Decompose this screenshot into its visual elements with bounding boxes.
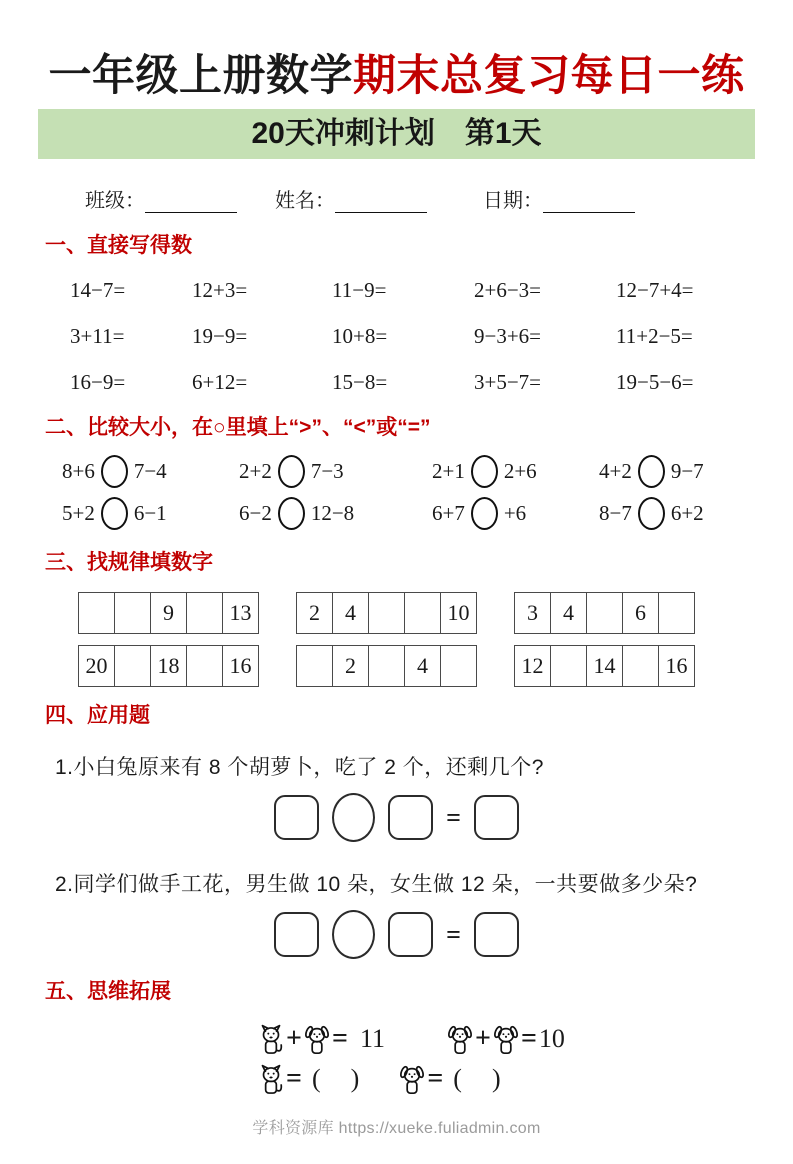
comparison-right: 7−3 <box>310 459 344 483</box>
pattern-table <box>296 645 477 687</box>
comparison-item <box>62 497 239 530</box>
pattern-table <box>78 645 259 687</box>
pattern-cell: 2 <box>333 646 369 687</box>
comparison-right: 12−8 <box>310 501 355 525</box>
answer-paren: ) <box>350 1064 360 1093</box>
section-1-problems <box>70 278 793 395</box>
cat-icon <box>258 1064 284 1095</box>
comparison-right: +6 <box>503 501 527 525</box>
math-problem: 16−9= <box>70 370 126 394</box>
comparison-item <box>432 497 599 530</box>
pattern-cell: 18 <box>151 646 187 687</box>
answer-paren: ( <box>311 1064 321 1093</box>
equals-sign: = <box>446 919 461 949</box>
pattern-cell[interactable] <box>659 593 695 634</box>
name-label: 姓名： <box>275 190 335 212</box>
math-problem: 6+12= <box>192 370 248 394</box>
math-problem: 3+5−7= <box>474 370 542 394</box>
pattern-cell: 3 <box>515 593 551 634</box>
animal-equation-2 <box>447 1023 565 1055</box>
comparison-circle[interactable] <box>101 455 128 488</box>
comparison-circle[interactable] <box>638 455 665 488</box>
comparison-left: 5+2 <box>62 501 95 525</box>
pattern-cell[interactable] <box>187 646 223 687</box>
section-4-heading: 四、应用题 <box>45 704 150 727</box>
animal-equations-row <box>258 1023 793 1055</box>
pattern-cell[interactable] <box>115 593 151 634</box>
pattern-cell: 10 <box>441 593 477 634</box>
pattern-tables-row-2 <box>78 645 793 687</box>
section-1-heading: 一、直接写得数 <box>45 234 192 257</box>
comparison-circle[interactable] <box>278 497 305 530</box>
answer-oval[interactable] <box>332 910 375 959</box>
pattern-cell[interactable] <box>405 593 441 634</box>
pattern-table <box>514 645 695 687</box>
name-blank-line[interactable] <box>335 189 427 213</box>
answer-blank[interactable] <box>321 1067 351 1091</box>
answer-paren: ) <box>491 1064 501 1093</box>
equation-result: 11 <box>359 1024 385 1053</box>
pattern-cell: 9 <box>151 593 187 634</box>
comparison-left: 2+2 <box>239 459 272 483</box>
math-problem: 11−9= <box>332 278 387 302</box>
date-blank-line[interactable] <box>543 189 635 213</box>
animal-equation-1 <box>258 1023 385 1055</box>
comparison-circle[interactable] <box>101 497 128 530</box>
answer-box[interactable] <box>474 795 519 840</box>
answer-shapes-row-1 <box>0 793 793 842</box>
pattern-cell: 4 <box>551 593 587 634</box>
section-2-comparisons <box>62 455 793 530</box>
comparison-left: 4+2 <box>599 459 632 483</box>
footer-watermark: 学科资源库 https://xueke.fuliadmin.com <box>252 1120 541 1137</box>
comparison-item <box>239 497 432 530</box>
pattern-cell[interactable] <box>187 593 223 634</box>
comparison-left: 8+6 <box>62 459 95 483</box>
pattern-cell[interactable] <box>369 593 405 634</box>
comparison-circle[interactable] <box>471 497 498 530</box>
student-info-row <box>85 184 793 213</box>
equals-sign: = <box>520 1023 537 1054</box>
pattern-cell[interactable] <box>115 646 151 687</box>
comparison-item <box>599 497 793 530</box>
section-2-heading: 二、比较大小，在○里填上“>”、“<”或“=” <box>45 416 431 439</box>
pattern-cell: 4 <box>405 646 441 687</box>
word-problem-2: 2.同学们做手工花，男生做 10 朵，女生做 12 朵，一共要做多少朵? <box>55 873 698 896</box>
answer-box[interactable] <box>274 912 319 957</box>
math-problem: 11+2−5= <box>616 324 693 348</box>
comparison-left: 8−7 <box>599 501 632 525</box>
cat-icon <box>258 1024 284 1055</box>
pattern-cell[interactable] <box>297 646 333 687</box>
answer-shapes-row-2 <box>0 910 793 959</box>
equation-result: 10 <box>538 1024 565 1053</box>
equals-sign: = <box>427 1063 444 1094</box>
pattern-cell: 12 <box>515 646 551 687</box>
pattern-cell[interactable] <box>79 593 115 634</box>
pattern-cell: 13 <box>223 593 259 634</box>
plus-sign: + <box>474 1023 491 1054</box>
pattern-cell[interactable] <box>587 593 623 634</box>
answer-oval[interactable] <box>332 793 375 842</box>
dog-icon <box>304 1024 330 1055</box>
pattern-table <box>296 592 477 634</box>
comparison-right: 9−7 <box>670 459 704 483</box>
math-problem: 12−7+4= <box>616 278 694 302</box>
pattern-cell: 4 <box>333 593 369 634</box>
page-title-primary: 一年级上册数学 <box>48 52 353 100</box>
worksheet-page <box>0 42 793 1164</box>
pattern-cell[interactable] <box>441 646 477 687</box>
answer-paren: ( <box>453 1064 462 1093</box>
math-problem: 3+11= <box>70 324 125 348</box>
answer-box[interactable] <box>388 795 433 840</box>
animal-answer-1 <box>258 1063 359 1095</box>
comparison-item <box>62 455 239 488</box>
animal-answers-row <box>258 1063 793 1095</box>
comparison-right: 7−4 <box>133 459 167 483</box>
pattern-cell[interactable] <box>369 646 405 687</box>
math-problem: 9−3+6= <box>474 324 542 348</box>
equals-sign: = <box>446 802 461 832</box>
pattern-table <box>514 592 695 634</box>
date-label: 日期： <box>483 190 543 212</box>
pattern-tables-row-1 <box>78 592 793 634</box>
banner-subtitle: 20天冲刺计划 第1天 <box>38 109 755 159</box>
comparison-circle[interactable] <box>278 455 305 488</box>
equals-sign: = <box>331 1023 348 1054</box>
comparison-left: 2+1 <box>432 459 465 483</box>
answer-box[interactable] <box>388 912 433 957</box>
plus-sign: + <box>286 1023 302 1054</box>
equals-sign: = <box>286 1063 302 1094</box>
comparison-item <box>239 455 432 488</box>
math-problem: 10+8= <box>332 324 388 348</box>
comparison-circle[interactable] <box>471 455 498 488</box>
page-title-accent: 期末总复习每日一练 <box>353 52 745 100</box>
dog-icon <box>447 1024 473 1055</box>
section-5-heading: 五、思维拓展 <box>45 980 171 1003</box>
comparison-right: 6+2 <box>670 501 704 525</box>
animal-answer-2 <box>399 1063 500 1095</box>
answer-box[interactable] <box>474 912 519 957</box>
answer-box[interactable] <box>274 795 319 840</box>
math-problem: 14−7= <box>70 278 126 302</box>
comparison-right: 2+6 <box>503 459 537 483</box>
math-problem: 19−9= <box>192 324 248 348</box>
pattern-cell: 14 <box>587 646 623 687</box>
word-problem-1: 1.小白兔原来有 8 个胡萝卜，吃了 2 个，还剩几个? <box>55 756 544 779</box>
pattern-table <box>78 592 259 634</box>
pattern-cell[interactable] <box>623 646 659 687</box>
pattern-cell: 6 <box>623 593 659 634</box>
pattern-cell: 2 <box>297 593 333 634</box>
pattern-cell: 20 <box>79 646 115 687</box>
comparison-item <box>432 455 599 488</box>
pattern-cell: 16 <box>223 646 259 687</box>
answer-blank[interactable] <box>462 1067 492 1091</box>
math-problem: 12+3= <box>192 278 248 302</box>
section-3-heading: 三、找规律填数字 <box>45 551 213 574</box>
comparison-left: 6+7 <box>432 501 465 525</box>
math-problem: 2+6−3= <box>474 278 542 302</box>
class-blank-line[interactable] <box>145 189 237 213</box>
pattern-cell: 16 <box>659 646 695 687</box>
math-problem: 15−8= <box>332 370 388 394</box>
page-title <box>40 42 753 103</box>
dog-icon <box>399 1064 425 1095</box>
comparison-left: 6−2 <box>239 501 272 525</box>
comparison-item <box>599 455 793 488</box>
comparison-right: 6−1 <box>133 501 167 525</box>
dog-icon <box>493 1024 519 1055</box>
comparison-circle[interactable] <box>638 497 665 530</box>
class-label: 班级： <box>85 190 145 212</box>
pattern-cell[interactable] <box>551 646 587 687</box>
math-problem: 19−5−6= <box>616 370 694 394</box>
